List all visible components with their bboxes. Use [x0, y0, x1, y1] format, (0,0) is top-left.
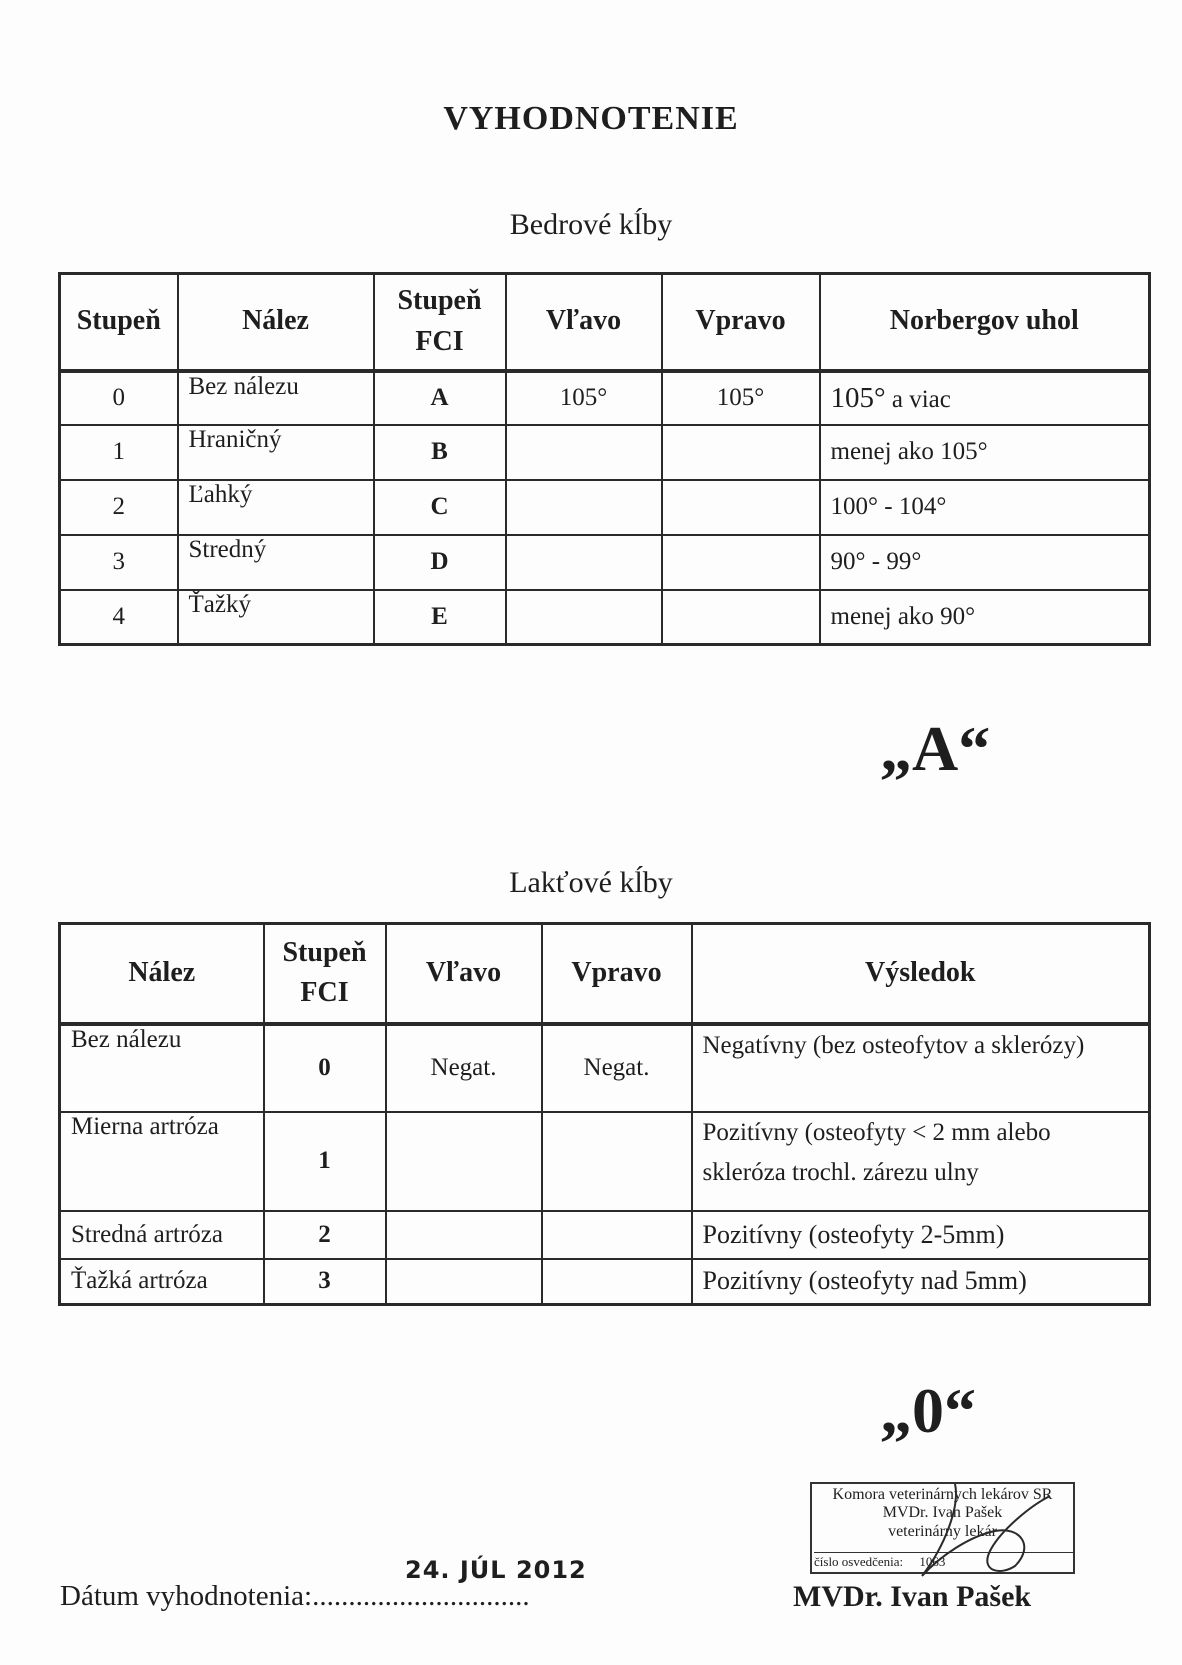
stamp-line-1: Komora veterinárnych lekárov SR — [832, 1486, 1053, 1503]
hip-header-fci: Stupeň FCI — [374, 274, 506, 371]
elbow-fci-cell: 2 — [264, 1211, 386, 1259]
document-title: VYHODNOTENIE — [443, 100, 739, 137]
signatory-name: MVDr. Ivan Pašek — [793, 1580, 1032, 1613]
hip-fci-cell: C — [374, 480, 506, 535]
hip-header-finding: Nález — [178, 274, 374, 371]
elbow-result-cell: Pozitívny (osteofyty 2-5mm) — [692, 1211, 1150, 1259]
hip-finding-cell: Bez nálezu — [178, 371, 374, 425]
hip-grade-cell: 4 — [60, 590, 178, 645]
stamp-number: číslo osvedčenia: 1063 — [814, 1552, 1073, 1570]
elbow-row-0 — [60, 1024, 1150, 1112]
hip-row-1 — [60, 425, 1150, 480]
hip-left-cell — [506, 480, 662, 535]
hip-section-heading: Bedrové kĺby — [509, 208, 673, 241]
hip-right-cell — [662, 425, 820, 480]
stamp-line-3: veterinárny lekár — [888, 1522, 997, 1540]
hip-finding-cell: Stredný — [178, 535, 374, 590]
elbow-left-cell — [386, 1211, 542, 1259]
hip-norberg-cell: 100° - 104° — [820, 480, 1150, 535]
elbow-right-cell — [542, 1259, 692, 1305]
hip-grade-cell: 3 — [60, 535, 178, 590]
hip-grade-cell: 1 — [60, 425, 178, 480]
evaluation-date-label: Dátum vyhodnotenia:.............................. — [60, 1580, 530, 1612]
hip-table — [58, 272, 1151, 646]
elbow-row-2 — [60, 1211, 1150, 1259]
hip-header-norberg: Norbergov uhol — [820, 274, 1150, 371]
hip-header-right: Vpravo — [662, 274, 820, 371]
hip-right-cell: 105° — [662, 371, 820, 425]
elbow-finding-cell: Mierna artróza — [60, 1112, 264, 1211]
elbow-finding-cell: Bez nálezu — [60, 1024, 264, 1112]
elbow-header-left: Vľavo — [386, 924, 542, 1024]
elbow-result-cell: Pozitívny (osteofyty < 2 mm alebo skleróza trochl. zárezu ulny — [692, 1112, 1150, 1211]
elbow-fci-cell: 1 — [264, 1112, 386, 1211]
elbow-finding-cell: Ťažká artróza — [60, 1259, 264, 1305]
hip-norberg-cell: 90° - 99° — [820, 535, 1150, 590]
hip-norberg-cell: menej ako 90° — [820, 590, 1150, 645]
hip-row-0 — [60, 371, 1150, 425]
elbow-header-right: Vpravo — [542, 924, 692, 1024]
elbow-row-3 — [60, 1259, 1150, 1305]
hip-finding-cell: Hraničný — [178, 425, 374, 480]
hip-left-cell — [506, 425, 662, 480]
hip-grade-cell: 0 — [60, 371, 178, 425]
hip-header-grade: Stupeň — [60, 274, 178, 371]
hip-row-2 — [60, 480, 1150, 535]
hip-fci-cell: B — [374, 425, 506, 480]
hip-norberg-cell: menej ako 105° — [820, 425, 1150, 480]
hip-fci-cell: A — [374, 371, 506, 425]
hip-grade-cell: 2 — [60, 480, 178, 535]
elbow-fci-cell: 0 — [264, 1024, 386, 1112]
hip-result-grade: „A“ — [880, 713, 991, 784]
elbow-result-cell: Pozitívny (osteofyty nad 5mm) — [692, 1259, 1150, 1305]
hip-right-cell — [662, 590, 820, 645]
hip-fci-cell: E — [374, 590, 506, 645]
stamp-line-2: MVDr. Ivan Pašek — [882, 1504, 1003, 1522]
elbow-result-cell: Negatívny (bez osteofytov a sklerózy) — [692, 1024, 1150, 1112]
hip-left-cell — [506, 590, 662, 645]
hip-right-cell — [662, 535, 820, 590]
hip-row-4 — [60, 590, 1150, 645]
evaluation-date: 24. JÚL 2012 — [405, 1556, 587, 1584]
elbow-header-result: Výsledok — [692, 924, 1150, 1024]
hip-norberg-cell: 105° a viac — [820, 371, 1150, 425]
elbow-section-heading: Lakťové kĺby — [509, 866, 673, 899]
elbow-left-cell — [386, 1112, 542, 1211]
elbow-right-cell — [542, 1112, 692, 1211]
hip-header-left: Vľavo — [506, 274, 662, 371]
hip-left-cell: 105° — [506, 371, 662, 425]
elbow-right-cell — [542, 1211, 692, 1259]
elbow-left-cell — [386, 1259, 542, 1305]
hip-left-cell — [506, 535, 662, 590]
elbow-table — [58, 922, 1151, 1306]
elbow-row-1 — [60, 1112, 1150, 1211]
elbow-finding-cell: Stredná artróza — [60, 1211, 264, 1259]
hip-header-row — [60, 274, 1150, 371]
elbow-header-row — [60, 924, 1150, 1024]
elbow-right-cell: Negat. — [542, 1024, 692, 1112]
elbow-header-fci: Stupeň FCI — [264, 924, 386, 1024]
hip-fci-cell: D — [374, 535, 506, 590]
elbow-result-grade: „0“ — [880, 1375, 976, 1446]
hip-right-cell — [662, 480, 820, 535]
signature-scribble — [900, 1476, 1060, 1586]
elbow-left-cell: Negat. — [386, 1024, 542, 1112]
elbow-header-finding: Nález — [60, 924, 264, 1024]
hip-finding-cell: Ľahký — [178, 480, 374, 535]
elbow-fci-cell: 3 — [264, 1259, 386, 1305]
hip-row-3 — [60, 535, 1150, 590]
hip-finding-cell: Ťažký — [178, 590, 374, 645]
